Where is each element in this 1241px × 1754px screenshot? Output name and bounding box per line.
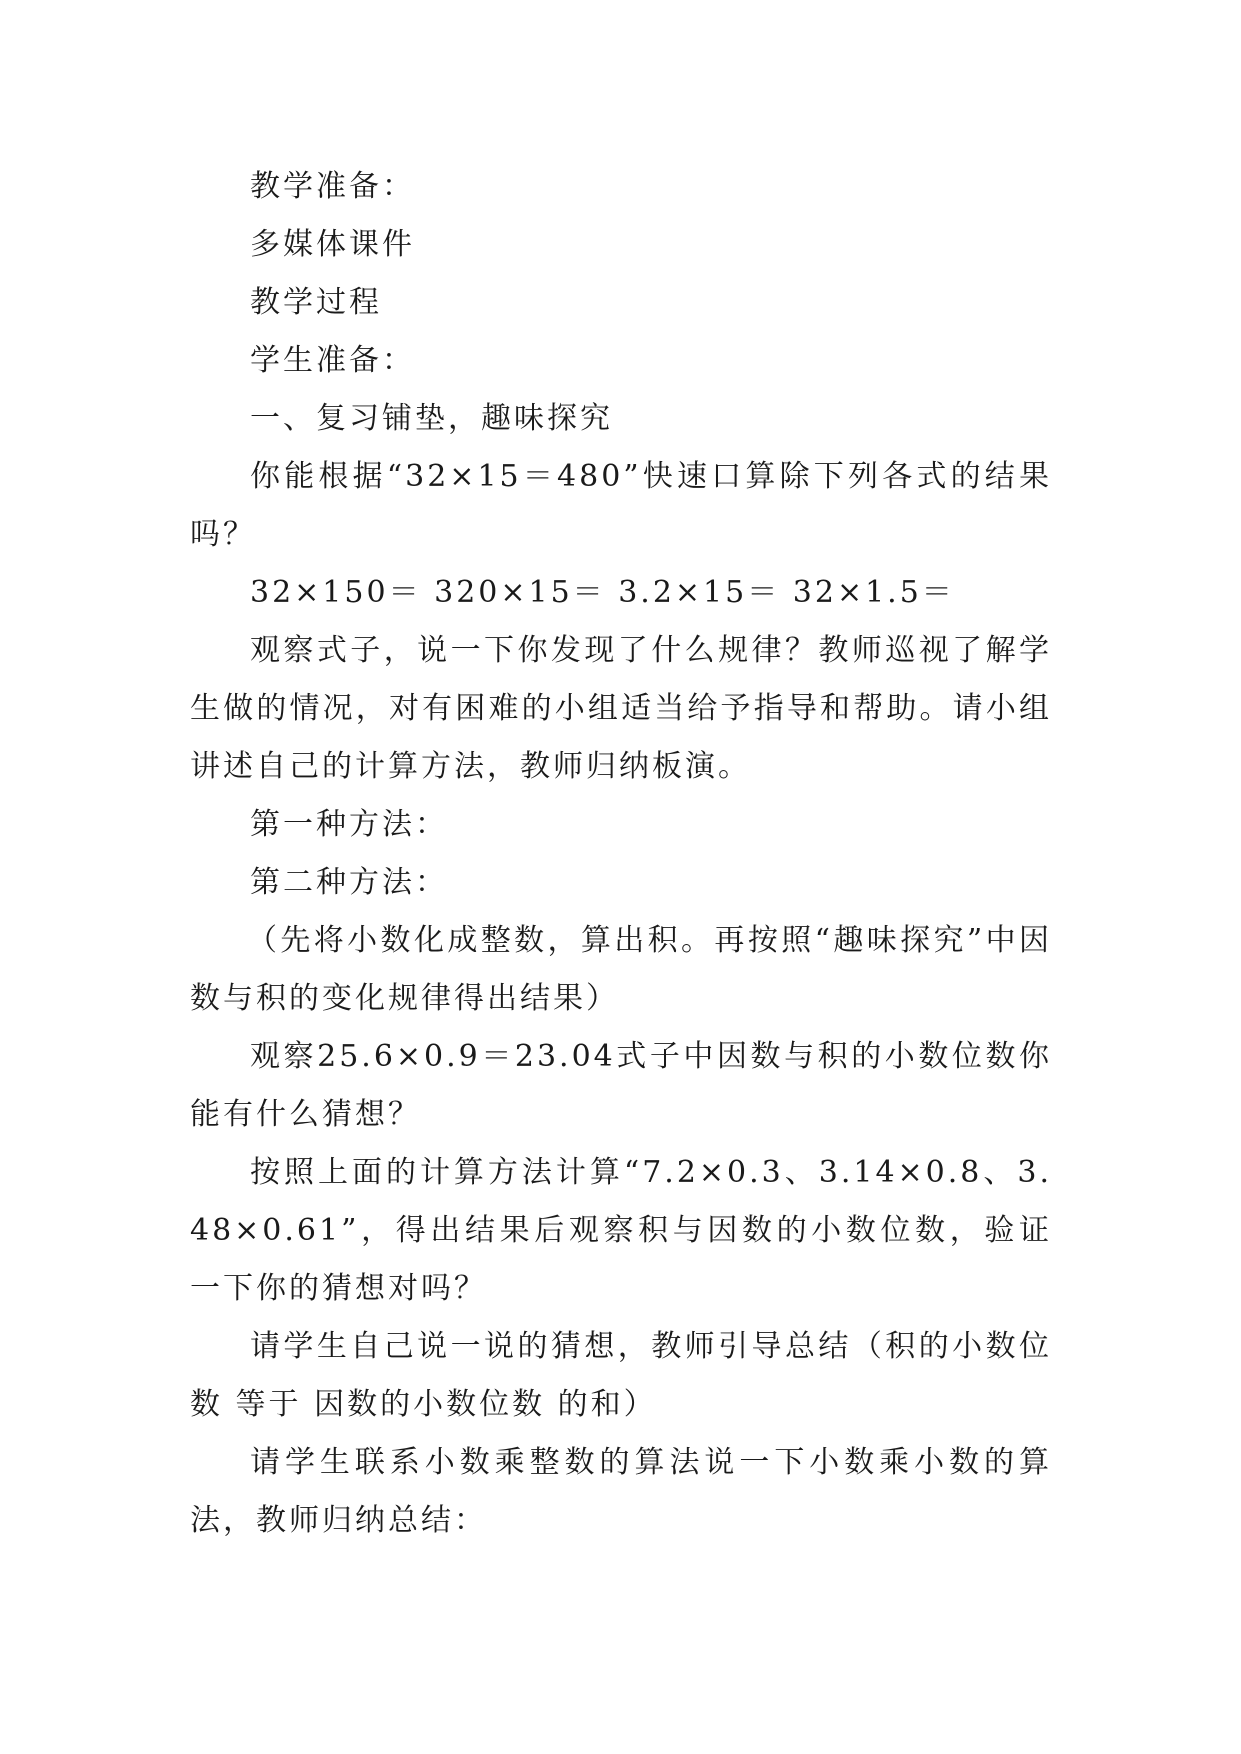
- paragraph-observe-pattern: 观察式子，说一下你发现了什么规律？教师巡视了解学生做的情况，对有困难的小组适当给予指导和帮助。请小组讲述自己的计算方法，教师归纳板演。: [190, 633, 1052, 784]
- paragraph-verify-guess: 按照上面的计算方法计算“7.2×0.3、3.14×0.8、3.48×0.61”，得出结果后观察积与因数的小数位数，验证一下你的猜想对吗？: [190, 1155, 1052, 1306]
- document-page: [190, 158, 1052, 1550]
- paragraph-summary-guess: 请学生自己说一说的猜想，教师引导总结（积的小数位数 等于 因数的小数位数 的和）: [190, 1329, 1052, 1422]
- paragraph-student-preparation: 学生准备：: [250, 343, 415, 378]
- section-heading-review: 一、复习铺垫，趣味探究: [250, 401, 613, 436]
- paragraph-teaching-preparation: 教学准备：: [250, 169, 415, 204]
- paragraph-teaching-process: 教学过程: [250, 285, 382, 320]
- paragraph-multimedia: 多媒体课件: [250, 227, 415, 262]
- paragraph-method-note: （先将小数化成整数，算出积。再按照“趣味探究”中因数与积的变化规律得出结果）: [190, 923, 1052, 1016]
- paragraph-method-one: 第一种方法：: [250, 807, 448, 842]
- paragraph-algorithm-summary: 请学生联系小数乘整数的算法说一下小数乘小数的算法，教师归纳总结：: [190, 1445, 1052, 1538]
- paragraph-question-mental-math: 你能根据“32×15＝480”快速口算除下列各式的结果吗？: [190, 459, 1052, 552]
- paragraph-observe-decimal-places: 观察25.6×0.9＝23.04式子中因数与积的小数位数你能有什么猜想？: [190, 1039, 1052, 1132]
- paragraph-method-two: 第二种方法：: [250, 865, 448, 900]
- paragraph-expressions: 32×150＝ 320×15＝ 3.2×15＝ 32×1.5＝: [250, 575, 955, 610]
